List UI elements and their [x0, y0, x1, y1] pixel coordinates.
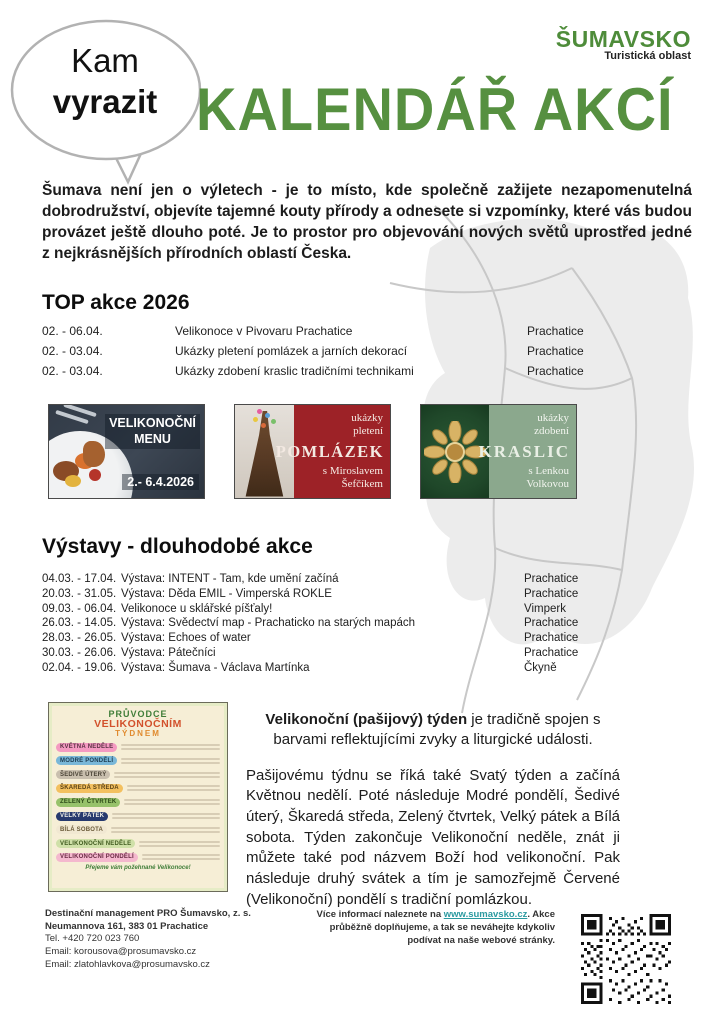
event-name: Výstava: Pátečníci	[121, 646, 216, 659]
org-address: Neumannova 161, 383 01 Prachatice	[45, 920, 209, 932]
event-date: 02. - 03.04.	[42, 344, 103, 358]
footer	[45, 908, 671, 1009]
intro-paragraph: Šumava není jen o výletech - je to místo, kde společně zažijete nezapomenutelná dobrodružství, objevíte tajemné kouty přírody a odnesete si vzpomínky, které vás budou provázet ještě dlouho poté. Je to prostor pro objevování nových světů uprostřed jedné z nejkrásnějších přírodních oblastí Česka.	[42, 182, 693, 263]
table-row	[42, 573, 692, 588]
subtitle-line: pletení	[353, 425, 383, 438]
event-thumbnails	[48, 404, 577, 499]
event-name: Výstava: Svědectví map - Prachaticko na starých mapách	[121, 617, 416, 630]
event-date: 20.03. - 31.05.	[42, 587, 117, 600]
event-name: Velikonoce v Pivovaru Prachatice	[175, 324, 353, 338]
ribbon-dot	[271, 419, 276, 424]
easter-week-section	[48, 702, 620, 910]
day-label: ZELENÝ ČTVRTEK	[56, 798, 120, 807]
ribbon-dot	[261, 423, 266, 428]
poster-text-lines	[124, 797, 220, 807]
event-date: 28.03. - 26.05.	[42, 632, 117, 645]
footer-contact	[45, 908, 302, 1009]
event-name: Ukázky pletení pomlázek a jarních dekorací	[175, 344, 408, 358]
exhibitions-table	[42, 573, 692, 677]
card-presenter	[526, 465, 569, 491]
poster-row	[56, 782, 220, 794]
easter-week-poster	[48, 702, 228, 892]
day-label: ŠEDIVÉ ÚTERÝ	[56, 770, 110, 779]
event-place: Vimperk	[524, 602, 566, 615]
thumbnail-easter-menu	[48, 404, 205, 499]
event-place: Prachatice	[527, 344, 584, 358]
thumbnail-kraslice	[420, 404, 577, 499]
poster-title-line1: PRŮVODCE	[108, 709, 168, 719]
thumbnail-pomlazky	[234, 404, 391, 499]
top-events-table	[42, 324, 692, 384]
food-item	[83, 441, 105, 467]
card-title-line1: VELIKONOČNÍ	[109, 416, 196, 430]
poster-row	[56, 837, 220, 849]
event-place: Prachatice	[524, 587, 579, 600]
event-date: 30.03. - 26.06.	[42, 646, 117, 659]
website-link[interactable]: www.sumavsko.cz	[443, 909, 528, 920]
event-place: Prachatice	[527, 364, 584, 378]
ribbon-dot	[253, 417, 258, 422]
exhibitions-heading: Výstavy - dlouhodobé akce	[42, 535, 313, 558]
table-row	[42, 603, 692, 618]
table-row	[42, 344, 692, 364]
event-name: Výstava: Děda EMIL - Vimperská ROKLE	[121, 587, 332, 600]
poster-row	[56, 824, 220, 836]
day-label: KVĚTNÁ NEDĚLE	[56, 743, 117, 752]
poster-row	[56, 796, 220, 808]
day-label: VELIKONOČNÍ PONDĚLÍ	[56, 853, 138, 862]
easter-text-block	[246, 702, 620, 910]
event-date: 26.03. - 14.05.	[42, 617, 117, 630]
food-item	[89, 469, 101, 481]
event-date: 04.03. - 17.04.	[42, 573, 117, 585]
card-subtitle	[534, 412, 569, 438]
event-name: Výstava: Echoes of water	[121, 632, 251, 645]
event-place: Prachatice	[524, 617, 579, 630]
card-title-line2: MENU	[134, 431, 171, 446]
subtitle-line: ukázky	[537, 412, 569, 424]
event-date: 02.04. - 19.06.	[42, 661, 117, 674]
event-place: Prachatice	[524, 646, 579, 659]
org-email-1: Email: korousova@prosumavsko.cz	[45, 946, 197, 958]
info-text-before: Více informací naleznete na	[316, 909, 444, 920]
event-place: Čkyně	[524, 661, 557, 674]
bubble-line2: vyrazit	[52, 83, 158, 121]
day-label: BÍLÁ SOBOTA	[56, 825, 107, 834]
day-label: VELIKONOČNÍ NEDĚLE	[56, 839, 135, 848]
card-date: 2.- 6.4.2026	[122, 474, 199, 490]
poster-text-lines	[112, 811, 220, 821]
day-label: ŠKAREDÁ STŘEDA	[56, 784, 123, 793]
event-name: Velikonoce u sklářské píšťaly!	[121, 602, 273, 615]
card-title	[105, 414, 200, 449]
org-phone: Tel. +420 720 023 760	[45, 933, 140, 945]
bubble-text	[30, 40, 180, 123]
table-row	[42, 588, 692, 603]
poster-text-lines	[121, 742, 220, 752]
bubble-line1: Kam	[71, 42, 139, 79]
poster-title-line3: TÝDNEM	[115, 729, 161, 738]
event-date: 02. - 03.04.	[42, 364, 103, 378]
presenter-line: s Miroslavem	[322, 464, 383, 477]
poster-row	[56, 810, 220, 822]
logo-name: ŠUMAVSKO	[555, 26, 691, 52]
presenter-line: Šefčíkem	[341, 477, 383, 490]
presenter-line: s Lenkou	[528, 464, 569, 477]
card-big-title: POMLÁZEK	[275, 442, 384, 461]
poster-footer: Přejeme vám požehnané Velikonoce!	[85, 865, 191, 872]
top-events-heading: TOP akce 2026	[42, 291, 190, 314]
table-row	[42, 364, 692, 384]
event-name: Výstava: INTENT - Tam, kde umění začíná	[121, 573, 339, 585]
easter-paragraph: Pašijovému týdnu se říká také Svatý týden a začíná Květnou nedělí. Poté následuje Modré pondělí, Šedivé úterý, Škaredá středa, Zelený čtvrtek, Velký pátek a Bílá sobota. Týden zakončuje Velikonoční neděle, znát ji můžete také pod názvem Boží hod velikonoční. Pak následuje druhý svátek a tím je samozřejmě Červené (Velikonoční) pondělí s tradiční pomlázkou.	[246, 766, 620, 908]
poster-text-lines	[121, 756, 220, 766]
event-place: Prachatice	[524, 573, 579, 585]
org-email-2: Email: zlatohlavkova@prosumavsko.cz	[45, 958, 210, 970]
qr-code	[581, 914, 671, 1009]
page-title: KALENDÁŘ AKCÍ	[196, 75, 674, 144]
event-place: Prachatice	[527, 324, 584, 338]
event-date: 02. - 06.04.	[42, 324, 103, 338]
poster-text-lines	[142, 852, 220, 862]
table-row	[42, 647, 692, 662]
table-row	[42, 324, 692, 344]
food-item	[65, 475, 81, 487]
poster-row	[56, 741, 220, 753]
easter-lead-bold: Velikonoční (pašijový) týden	[265, 711, 468, 728]
presenter-line: Volkovou	[526, 477, 569, 490]
easter-lead	[246, 710, 620, 751]
poster-text-lines	[114, 770, 220, 780]
poster-row	[56, 755, 220, 767]
ribbon-dot	[257, 409, 262, 414]
event-name: Výstava: Šumava - Václava Martínka	[121, 661, 310, 674]
poster-text-lines	[139, 839, 220, 849]
poster-row	[56, 851, 220, 863]
poster-text-lines	[127, 783, 220, 793]
card-presenter	[323, 465, 383, 491]
ribbon-dot	[265, 413, 270, 418]
table-row	[42, 617, 692, 632]
card-big-title: KRASLIC	[478, 442, 570, 461]
org-name: Destinační management PRO Šumavsko, z. s.	[45, 908, 251, 919]
card-subtitle	[351, 412, 383, 438]
day-label: VELKÝ PÁTEK	[56, 812, 108, 821]
event-name: Ukázky zdobení kraslic tradičními technikami	[175, 364, 414, 378]
info-text-after: . Akce průběžně doplňujeme, a tak se neváhejte kdykoliv podívat na naše webové stránky.	[329, 909, 555, 947]
poster-text-lines	[111, 825, 220, 835]
event-place: Prachatice	[524, 632, 579, 645]
event-date: 09.03. - 06.04.	[42, 602, 117, 615]
day-label: MODRÉ PONDĚLÍ	[56, 756, 117, 765]
subtitle-line: ukázky	[351, 412, 383, 424]
easter-lead-rest: je tradičně spojen s barvami reflektujícími zvyky a liturgické události.	[273, 711, 601, 749]
poster-title-line2: VELIKONOČNÍM	[94, 718, 182, 730]
logo-subtitle: Turistická oblast	[604, 50, 691, 62]
subtitle-line: zdobení	[534, 425, 569, 438]
poster-row	[56, 769, 220, 781]
footer-info	[308, 908, 555, 1009]
table-row	[42, 662, 692, 677]
table-row	[42, 632, 692, 647]
sumavsko-logo	[556, 26, 691, 62]
